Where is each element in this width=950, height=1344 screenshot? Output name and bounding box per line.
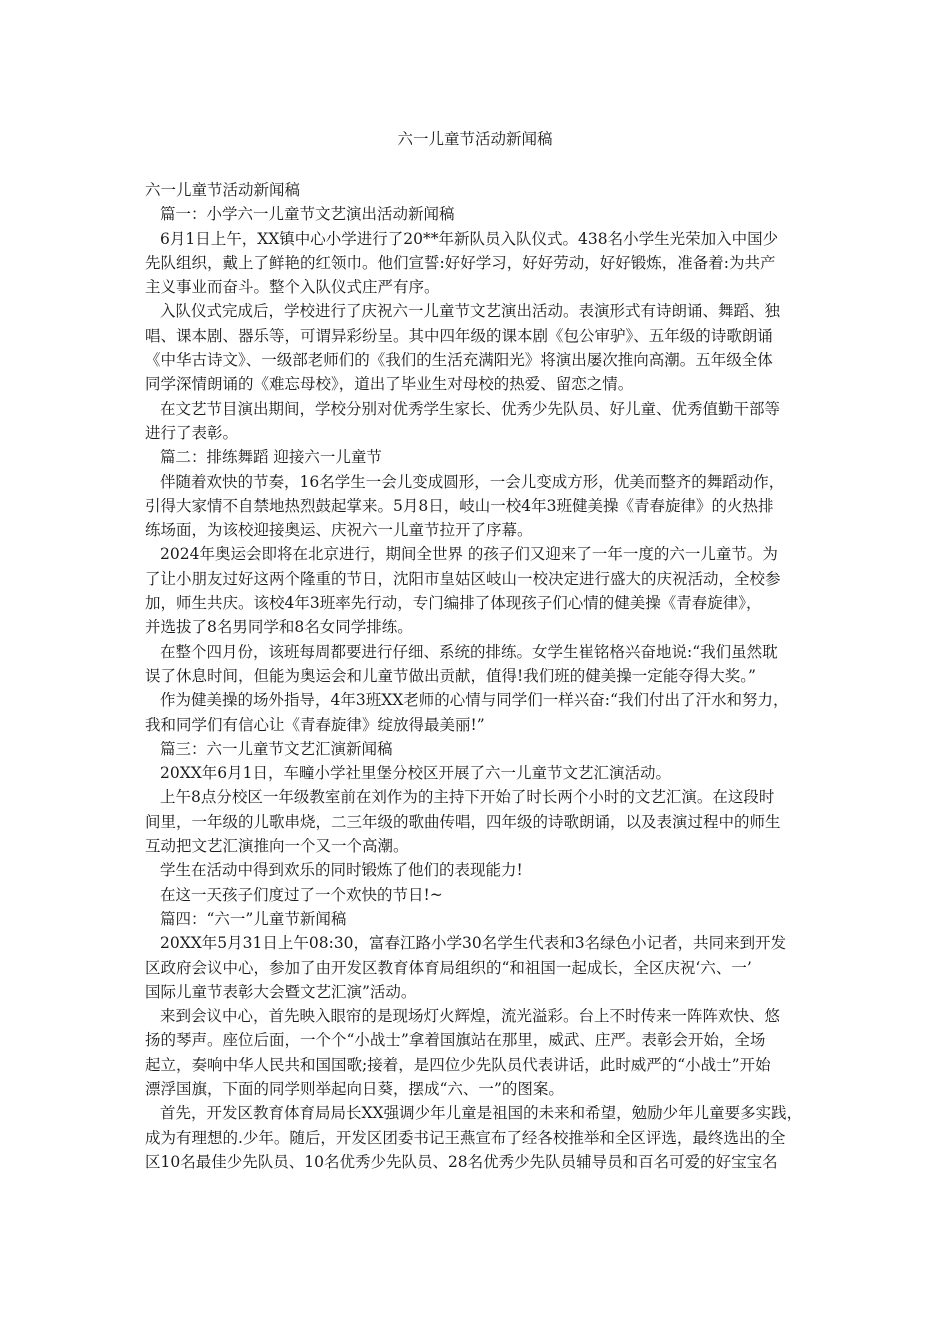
body-line: 在这一天孩子们度过了一个欢快的节日!~ (160, 885, 443, 904)
body-line: 首先，开发区教育体育局局长XX强调少年儿童是祖国的未来和希望，勉励少年儿童要多实践， (160, 1104, 803, 1123)
body-line: 先队组织，戴上了鲜艳的红领巾。他们宣誓:好好学习，好好劳动，好好锻炼，准备着:为共产 (145, 253, 776, 272)
body-line: 入队仪式完成后，学校进行了庆祝六一儿童节文艺演出活动。表演形式有诗朗诵、舞蹈、独 (160, 302, 781, 321)
body-line: 漂浮国旗，下面的同学则举起向日葵，摆成“六、一”的图案。 (145, 1079, 564, 1098)
body-line: 我和同学们有信心让《青春旋律》绽放得最美丽!” (145, 715, 485, 734)
body-line: 6月1日上午，XX镇中心小学进行了20**年新队员入队仪式。438名小学生光荣加入中国少 (160, 229, 779, 248)
body-line: 国际儿童节表彰大会暨文艺汇演”活动。 (145, 982, 417, 1001)
body-line: 篇三：六一儿童节文艺汇演新闻稿 (160, 739, 393, 758)
body-line: 了让小朋友过好这两个隆重的节日，沈阳市皇姑区岐山一校决定进行盛大的庆祝活动，全校参 (145, 569, 781, 588)
body-line: 在文艺节目演出期间，学校分别对优秀学生家长、优秀少先队员、好儿童、优秀值勤干部等 (160, 399, 781, 418)
body-line: 误了休息时间，但能为奥运会和儿童节做出贡献，值得!我们班的健美操一定能夺得大奖。” (145, 666, 756, 685)
body-line: 并选拔了8名男同学和8名女同学排练。 (145, 618, 413, 637)
body-line: 来到会议中心，首先映入眼帘的是现场灯火辉煌，流光溢彩。台上不时传来一阵阵欢快、悠 (160, 1007, 781, 1026)
body-line: 20XX年5月31日上午08:30，富春江路小学30名学生代表和3名绿色小记者，共同来到开发 (160, 934, 787, 953)
body-line: 篇一：小学六一儿童节文艺演出活动新闻稿 (160, 205, 455, 224)
body-line: 2024年奥运会即将在北京进行，期间全世界 的孩子们又迎来了一年一度的六一儿童节。为 (160, 545, 778, 564)
document-body (145, 178, 810, 1174)
body-line: 唱、课本剧、器乐等，可谓异彩纷呈。其中四年级的课本剧《包公审驴》、五年级的诗歌朗诵 (145, 326, 773, 345)
body-line: 伴随着欢快的节奏，16名学生一会儿变成圆形，一会儿变成方形，优美而整齐的舞蹈动作， (160, 472, 785, 491)
body-line: 起立，奏响中华人民共和国国歌;接着，是四位少先队员代表讲话，此时威严的“小战士”开始 (145, 1055, 771, 1074)
body-line: 20XX年6月1日，车疃小学社里堡分校区开展了六一儿童节文艺汇演活动。 (160, 764, 672, 783)
body-line: 扬的琴声。座位后面，一个个“小战士”拿着国旗站在那里，威武、庄严。表彰会开始，全场 (145, 1031, 766, 1050)
body-line: 区10名最佳少先队员、10名优秀少先队员、28名优秀少先队员辅导员和百名可爱的好宝宝名 (145, 1152, 778, 1171)
body-line: 《中华古诗文》、一级部老师们的《我们的生活充满阳光》将演出屡次推向高潮。五年级全体 (145, 351, 773, 370)
body-line: 成为有理想的.少年。随后，开发区团委书记王燕宣布了经各校推举和全区评选，最终选出的全 (145, 1128, 786, 1147)
body-line: 六一儿童节活动新闻稿 (145, 181, 301, 199)
body-line: 间里，一年级的儿歌串烧，二三年级的歌曲传唱，四年级的诗歌朗诵，以及表演过程中的师生 (145, 812, 781, 831)
body-line: 篇二：排练舞蹈 迎接六一儿童节 (160, 448, 382, 467)
document-title: 六一儿童节活动新闻稿 (397, 130, 553, 148)
body-line: 作为健美操的场外指导，4年3班XX老师的心情与同学们一样兴奋:“我们付出了汗水和努力， (160, 691, 789, 710)
body-line: 加，师生共庆。该校4年3班率先行动，专门编排了体现孩子们心情的健美操《青春旋律》， (145, 594, 762, 613)
body-line: 进行了表彰。 (145, 423, 239, 442)
body-line: 引得大家情不自禁地热烈鼓起掌来。5月8日，岐山一校4年3班健美操《青春旋律》的火热排 (145, 496, 774, 515)
body-line: 篇四：“六一”儿童节新闻稿 (160, 909, 347, 928)
body-line: 在整个四月份，该班每周都要进行仔细、系统的排练。女学生崔铭格兴奋地说:“我们虽然耽 (160, 642, 778, 661)
body-line: 区政府会议中心，参加了由开发区教育体育局组织的“和祖国一起成长，全区庆祝‘六、一’ (145, 958, 752, 977)
body-line: 同学深情朗诵的《难忘母校》，道出了毕业生对母校的热爱、留恋之情。 (145, 375, 634, 394)
body-line: 学生在活动中得到欢乐的同时锻炼了他们的表现能力! (160, 861, 523, 880)
body-line: 上午8点分校区一年级教室前在刘作为的主持下开始了时长两个小时的文艺汇演。在这段时 (160, 788, 775, 807)
body-line: 互动把文艺汇演推向一个又一个高潮。 (145, 837, 409, 856)
body-line: 练场面，为该校迎接奥运、庆祝六一儿童节拉开了序幕。 (145, 521, 533, 540)
body-line: 主义事业而奋斗。整个入队仪式庄严有序。 (145, 278, 440, 297)
